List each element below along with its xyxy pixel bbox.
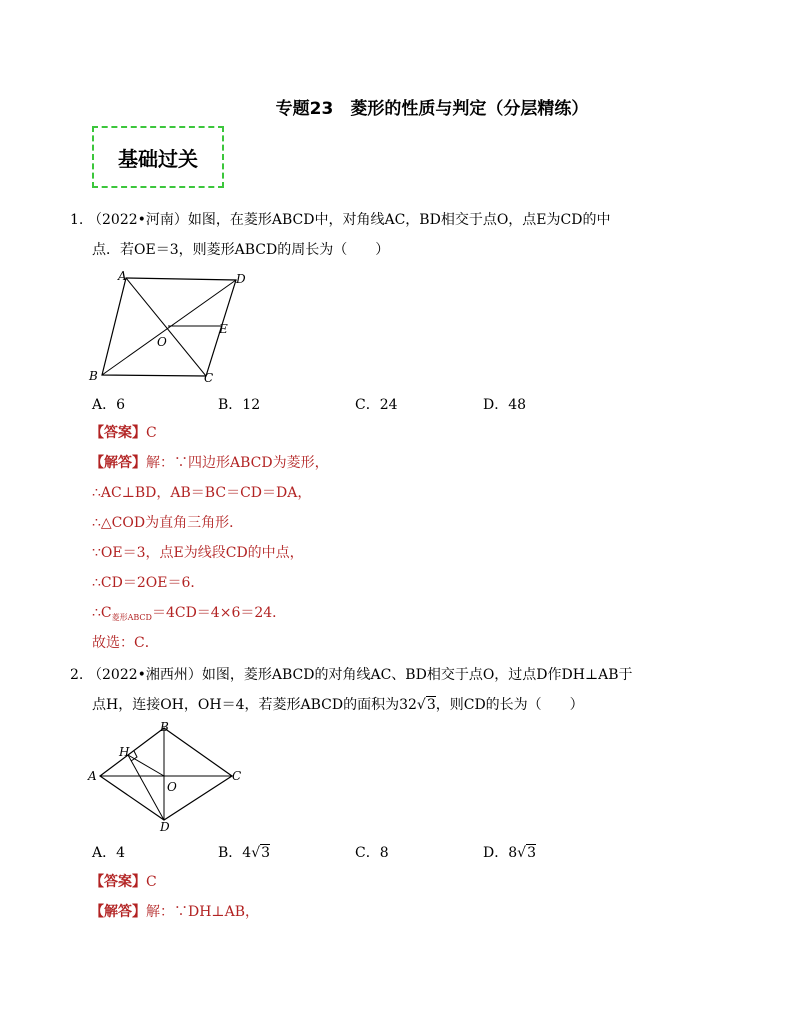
q1-stem-line2: 点．若OE＝3，则菱形ABCD的周长为（ ） — [92, 242, 390, 258]
q2-answer: 【答案】C — [90, 874, 157, 890]
q2-label-o: O — [167, 780, 177, 794]
q1-label-d: D — [236, 272, 246, 286]
q2-label-c: C — [232, 769, 242, 783]
q1-analysis-line2: ∴AC⊥BD，AB＝BC＝CD＝DA， — [92, 485, 312, 501]
q2-stem-line1: （2022•湘西州）如图，菱形ABCD的对角线AC、BD相交于点O，过点D作DH⊥AB于 — [88, 667, 633, 683]
q2-rhombus-outline — [100, 728, 232, 820]
q1-analysis-line3: ∴△COD为直角三角形． — [92, 515, 244, 531]
q1-option-a: A．6 — [92, 397, 126, 413]
q1-label-b: B — [89, 369, 98, 383]
q1-label-a: A — [118, 269, 127, 283]
q1-stem-line1: （2022•河南）如图，在菱形ABCD中，对角线AC，BD相交于点O，点E为CD的中 — [88, 212, 611, 228]
q2-option-c: C．8 — [355, 845, 389, 861]
q1-option-d: D．48 — [483, 397, 527, 413]
q1-diagonal-ac — [126, 278, 206, 376]
q1-analysis-line4: ∵OE＝3，点E为线段CD的中点， — [92, 545, 304, 561]
q1-analysis-line1: 【解答】解：∵四边形ABCD为菱形， — [90, 455, 329, 471]
q2-label-b: B — [160, 722, 169, 734]
q2-segment-dh — [128, 755, 164, 820]
q2-rhombus-figure — [84, 722, 254, 834]
q1-label-c: C — [204, 371, 214, 385]
q1-number: 1. — [70, 212, 84, 228]
q2-option-b: B．4√3 — [218, 845, 271, 861]
q1-analysis-line5: ∴CD＝2OE＝6． — [92, 575, 205, 591]
q2-option-d: D．8√3 — [483, 845, 536, 861]
q1-conclusion: 故选：C． — [92, 635, 159, 651]
q2-label-h: H — [119, 745, 130, 759]
q2-analysis-line1: 【解答】解：∵DH⊥AB， — [90, 904, 259, 920]
page-title: 专题23 菱形的性质与判定（分层精练） — [275, 99, 589, 119]
q1-option-b: B．12 — [218, 397, 261, 413]
q1-label-e: E — [219, 322, 228, 336]
q1-option-c: C．24 — [355, 397, 398, 413]
q2-stem-line2: 点H，连接OH，OH＝4，若菱形ABCD的面积为32√3，则CD的长为（ ） — [92, 697, 584, 713]
q1-rhombus-figure — [84, 268, 254, 386]
section-label: 基础过关 — [118, 146, 198, 171]
q2-label-d: D — [160, 820, 170, 834]
q2-label-a: A — [88, 769, 97, 783]
q1-answer: 【答案】C — [90, 425, 157, 441]
q2-option-a: A．4 — [92, 845, 126, 861]
q1-analysis-line6: $\therefore C_{菱形ABCD}=4CD=4\times 6=24$． — [92, 605, 287, 622]
q2-number: 2. — [70, 667, 84, 683]
q1-label-o: O — [157, 335, 167, 349]
section-badge — [92, 126, 224, 188]
